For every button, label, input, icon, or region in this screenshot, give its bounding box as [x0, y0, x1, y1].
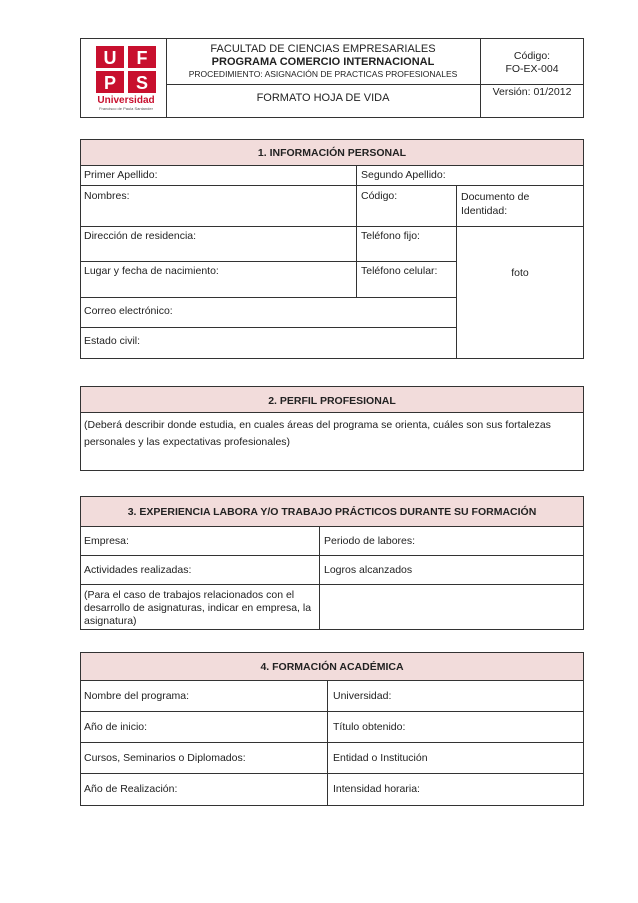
section3-title: 3. EXPERIENCIA LABORA Y/O TRABAJO PRÁCTICOS DURANTE SU FORMACIÓN: [127, 506, 537, 518]
university-label: Universidad:: [333, 690, 392, 702]
svg-text:S: S: [135, 73, 149, 93]
hours-label: Intensidad horaria:: [333, 783, 420, 795]
logo-caption: Francisco de Paula Santander: [99, 106, 153, 111]
program-title: PROGRAMA COMERCIO INTERNACIONAL: [211, 56, 435, 68]
code-value: FO-EX-004: [505, 63, 559, 75]
company-label: Empresa:: [84, 535, 129, 547]
achievements-label: Logros alcanzados: [324, 564, 413, 576]
start-year-label: Año de inicio:: [84, 721, 148, 733]
faculty-title: FACULTAD DE CIENCIAS EMPRESARIALES: [210, 43, 436, 55]
procedure-title: PROCEDIMIENTO: ASIGNACIÓN DE PRACTICAS PROFESIONALES: [188, 69, 458, 79]
profile-instructions: (Deberá describir donde estudia, en cuales áreas del programa se orienta, cuáles son sus fortalezas personales y las expectativas profesionales): [84, 419, 551, 448]
version-label: Versión: 01/2012: [492, 86, 572, 98]
section4-title: 4. FORMACIÓN ACADÉMICA: [260, 661, 404, 673]
section2-title: 2. PERFIL PROFESIONAL: [268, 395, 396, 407]
email-label: Correo electrónico:: [84, 305, 173, 317]
mobile-label: Teléfono celular:: [361, 265, 438, 277]
activities-label: Actividades realizadas:: [84, 564, 192, 576]
code-label: Código:: [513, 50, 551, 62]
ufps-logo-icon: [94, 44, 158, 96]
university-logo: [94, 44, 158, 114]
institution-label: Entidad o Institución: [333, 752, 428, 764]
completion-year-label: Año de Realización:: [84, 783, 178, 795]
address-label: Dirección de residencia:: [84, 230, 197, 242]
id-document-label: Documento de Identidad:: [461, 191, 530, 217]
second-surname-label: Segundo Apellido:: [361, 169, 446, 181]
svg-text:F: F: [136, 48, 148, 68]
courses-label: Cursos, Seminarios o Diplomados:: [84, 752, 246, 764]
svg-text:U: U: [103, 48, 117, 68]
landline-label: Teléfono fijo:: [361, 230, 420, 242]
code-field-label: Código:: [361, 190, 398, 202]
experience-note: (Para el caso de trabajos relacionados con el desarrollo de asignaturas, indicar en empresa, la asignatura): [84, 589, 312, 627]
logo-sub: Universidad: [97, 95, 155, 106]
section1-title: 1. INFORMACIÓN PERSONAL: [257, 147, 407, 159]
photo-placeholder: foto: [511, 267, 529, 279]
svg-text:P: P: [103, 73, 117, 93]
degree-label: Título obtenido:: [333, 721, 406, 733]
marital-status-label: Estado civil:: [84, 335, 141, 347]
format-title: FORMATO HOJA DE VIDA: [256, 92, 390, 104]
names-label: Nombres:: [84, 190, 130, 202]
work-period-label: Periodo de labores:: [324, 535, 416, 547]
first-surname-label: Primer Apellido:: [84, 169, 158, 181]
program-name-label: Nombre del programa:: [84, 690, 190, 702]
birth-place-date-label: Lugar y fecha de nacimiento:: [84, 265, 219, 277]
